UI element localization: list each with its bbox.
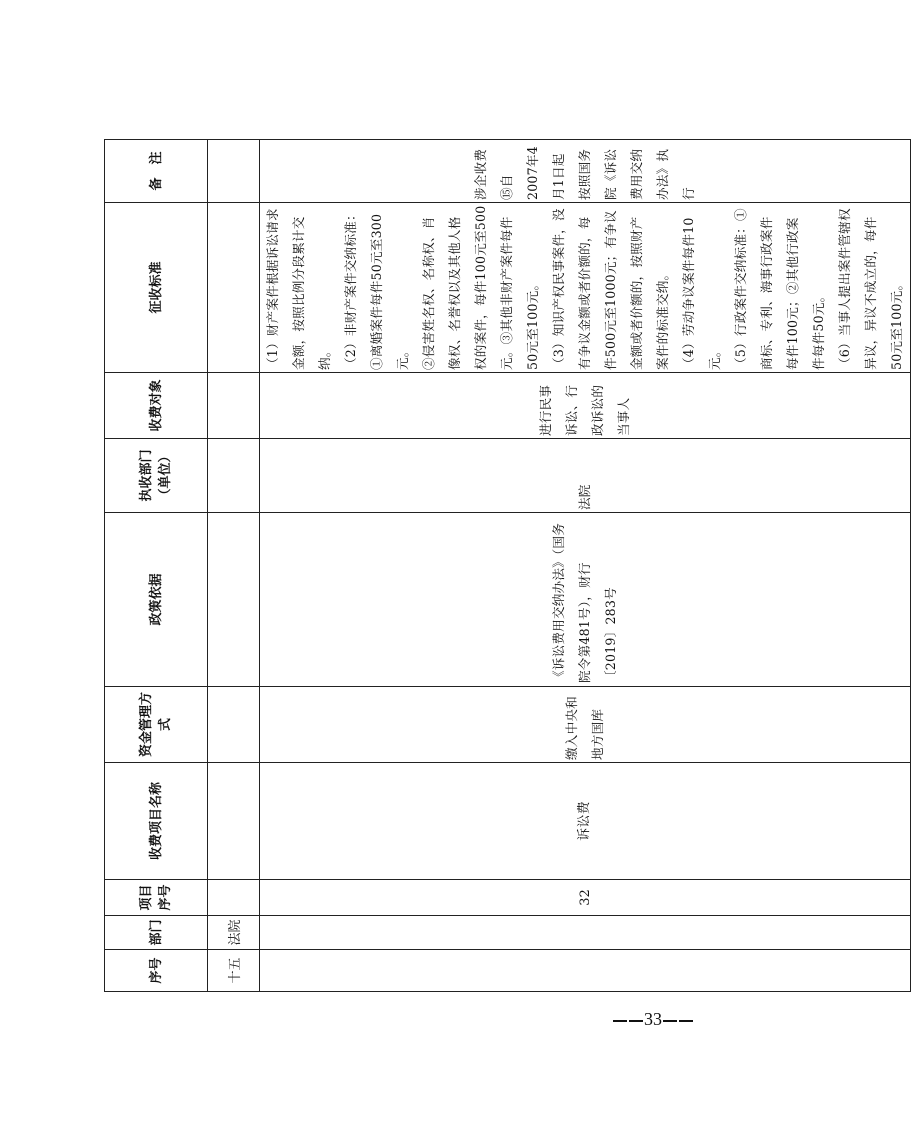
header-remark: 备 注 [105,140,208,203]
dash-left [613,1020,627,1022]
dept-name: 法院 [208,916,260,950]
header-dept: 部门 [105,916,208,950]
empty-cell [208,880,260,916]
standard [260,203,911,373]
page-number-value: 33 [644,1009,662,1029]
standard-line: ②侵害姓名权、名称权、肖像权、名誉权以及其他人格权的案件，每件100元至500元。③其他非财产案件每件50元至100元。 [421,205,540,370]
header-row [105,140,208,992]
standard-line: （3）知识产权民事案件，没有争议金额或者价额的，每件500元至1000元；有争议金额或者价额的，按照财产案件的标准交纳。 [551,208,670,370]
standard-line: （1）财产案件根据诉讼请求金额，按照比例分段累计交纳。 [265,208,332,370]
standard-line: （5）行政案件交纳标准：①商标、专利、海事行政案件每件100元；②其他行政案件每件50元。 [733,208,826,370]
policy-basis: 《诉讼费用交纳办法》（国务院令第481号），财行〔2019〕283号 [260,513,911,687]
empty-cell [208,140,260,203]
empty-cell [208,513,260,687]
fee-table [104,139,911,992]
remark-tag: 涉企收费 [473,148,488,200]
header-fund: 资金管理方式 [105,687,208,763]
item-row [260,140,911,992]
empty-cell [208,687,260,763]
standard-line: ①离婚案件每件50元至300元。 [369,213,410,370]
dash-right [679,1020,693,1022]
empty-cell [208,439,260,513]
item-name: 诉讼费 [260,763,911,880]
collector: 法院 [260,439,911,513]
dept-row [208,140,260,992]
header-item-no: 项目序号 [105,880,208,916]
empty-cell [260,950,911,992]
dept-seq: 十五 [208,950,260,992]
empty-cell [208,203,260,373]
header-standard: 征收标准 [105,203,208,373]
remark-text: 自2007年4月1日起按照国务院《诉讼费用交纳办法》执行 [499,146,696,200]
header-seq: 序号 [105,950,208,992]
standard-line: （6）当事人提出案件管辖权异议，异议不成立的，每件50元至100元。 [837,208,904,370]
dash-left [629,1020,643,1022]
standard-line: （2）非财产案件交纳标准： [343,208,358,370]
header-item-name: 收费项目名称 [105,763,208,880]
standard-line: （4）劳动争议案件每件10元。 [681,217,722,370]
item-no: 32 [260,880,911,916]
empty-cell [208,763,260,880]
empty-cell [208,373,260,439]
header-target: 收费对象 [105,373,208,439]
dash-right [663,1020,677,1022]
target: 进行民事诉讼、行政诉讼的当事人 [260,373,911,439]
empty-cell [260,916,911,950]
fund-method: 缴入中央和地方国库 [260,687,911,763]
page-number [612,1009,694,1030]
remark [260,140,911,203]
header-collector: 执收部门（单位） [105,439,208,513]
header-basis: 政策依据 [105,513,208,687]
remark-circle-number: ⑮ [499,187,514,200]
rotated-table-wrapper [104,140,904,992]
